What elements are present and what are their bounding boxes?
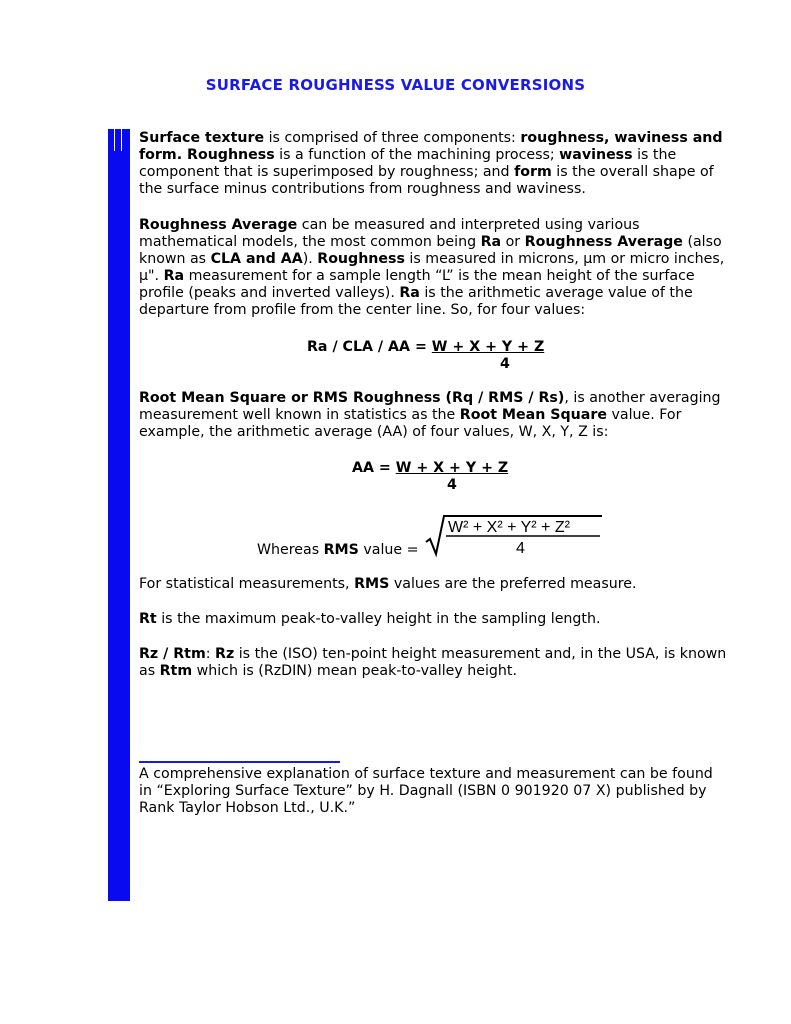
term: Roughness	[317, 251, 405, 267]
text: or	[501, 234, 525, 250]
term: Roughness Average	[139, 217, 298, 233]
term: Rz	[215, 646, 235, 662]
formula-aa	[352, 460, 508, 476]
text: For statistical measurements,	[139, 576, 355, 592]
text: , is another averaging measurement well known in statistics as the	[139, 390, 721, 423]
text: is comprised of three components:	[264, 130, 521, 146]
term: Root Mean Square	[459, 407, 607, 423]
text: value. For example, the arithmetic average (AA) of four values, W, X, Y, Z is:	[139, 407, 682, 440]
term: RMS	[354, 576, 390, 592]
text: values are the preferred measure.	[389, 576, 637, 592]
term: CLA and AA	[210, 251, 303, 267]
text: is the component that is superimposed by roughness; and	[139, 147, 677, 180]
text: :	[205, 646, 216, 662]
footnote-rule	[139, 761, 340, 763]
formula-ra	[307, 339, 544, 355]
term: roughness, waviness and form. Roughness	[139, 130, 723, 163]
formula-lhs: AA =	[352, 460, 396, 476]
text: is the maximum peak-to-valley height in the sampling length.	[156, 611, 601, 627]
term: waviness	[559, 147, 633, 163]
text: ).	[302, 251, 318, 267]
text: value =	[358, 542, 419, 558]
text: is the arithmetic average value of the departure from profile from the center line. So, for four values:	[139, 285, 693, 318]
term: Roughness Average	[524, 234, 683, 250]
text: which is (RzDIN) mean peak-to-valley height.	[192, 663, 518, 679]
term: form	[514, 164, 552, 180]
rms-denominator: 4	[516, 540, 525, 557]
paragraph-rz	[139, 646, 729, 680]
text: (also known as	[139, 234, 722, 267]
paragraph-rms	[139, 390, 729, 441]
text: is a function of the machining process;	[274, 147, 560, 163]
term: Rtm	[159, 663, 193, 679]
sidebar-notch	[121, 129, 122, 151]
page-title: SURFACE ROUGHNESS VALUE CONVERSIONS	[205, 76, 586, 94]
paragraph-surface-texture	[139, 130, 729, 198]
footnote: A comprehensive explanation of surface texture and measurement can be found in “Exploring Surface Texture” by H. Dagnall (ISBN 0 901920 07 X) published by Rank Taylor Hobson Ltd., U.K.”	[139, 766, 713, 816]
text: is the overall shape of the surface minus contributions from roughness and waviness.	[139, 164, 714, 197]
term: Root Mean Square or RMS Roughness (Rq / RMS / Rs)	[139, 390, 565, 406]
formula-numerator: W + X + Y + Z	[431, 339, 545, 355]
text: is measured in microns, µm or micro inches, µ".	[139, 251, 725, 284]
formula-aa-denominator: 4	[447, 477, 457, 493]
paragraph-rt	[139, 611, 729, 628]
term: Rz / Rtm	[139, 646, 206, 662]
formula-lhs: Ra / CLA / AA =	[307, 339, 432, 355]
text: Whereas	[257, 542, 324, 558]
paragraph-roughness-average	[139, 217, 729, 319]
paragraph-statistical	[139, 576, 729, 593]
text: measurement for a sample length “L” is the mean height of the surface profile (peaks and inverted valleys).	[139, 268, 695, 301]
text: can be measured and interpreted using various mathematical models, the most common being	[139, 217, 640, 250]
rms-formula-label	[257, 542, 419, 558]
term: Ra	[480, 234, 502, 250]
text: is the (ISO) ten-point height measurement and, in the USA, is known as	[139, 646, 727, 679]
term: Surface texture	[139, 130, 265, 146]
rms-numerator: W² + X² + Y² + Z²	[448, 519, 570, 536]
formula-ra-denominator: 4	[500, 356, 510, 372]
sidebar-notch	[114, 129, 115, 151]
term: Ra	[163, 268, 185, 284]
term: RMS	[323, 542, 359, 558]
term: Ra	[399, 285, 420, 301]
formula-numerator: W + X + Y + Z	[395, 460, 509, 476]
term: Rt	[139, 611, 157, 627]
sidebar-accent-bar	[108, 129, 130, 901]
rms-sqrt-formula	[424, 512, 602, 558]
